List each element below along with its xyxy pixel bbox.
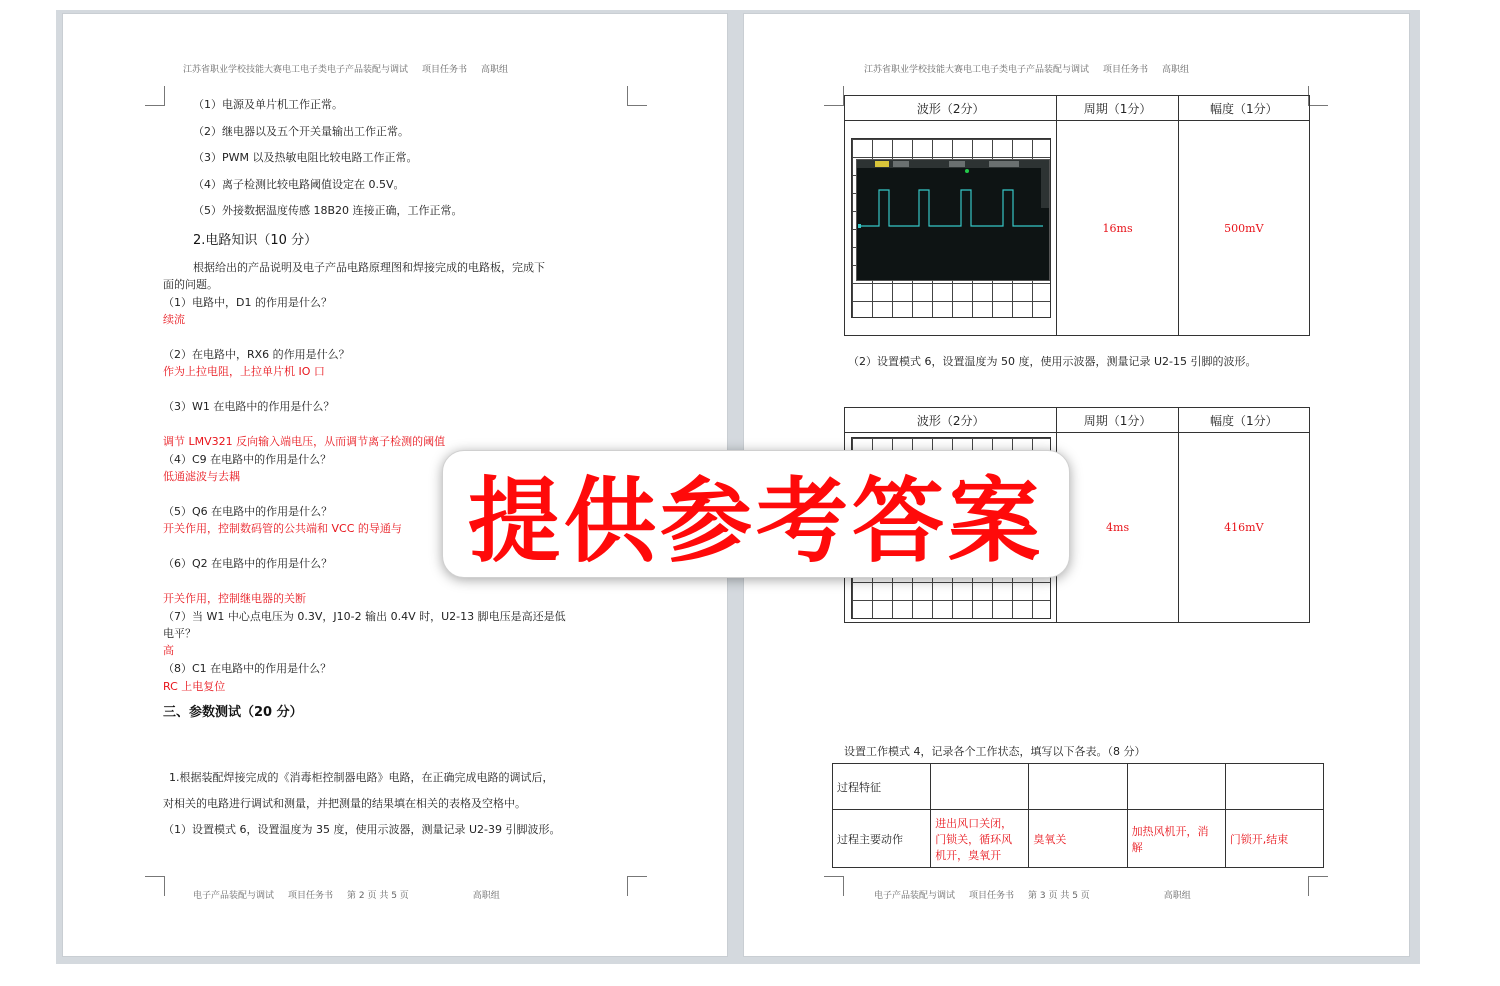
action-line: 解 <box>1131 840 1143 854</box>
row-label: 过程主要动作 <box>833 810 931 868</box>
list-item: （2）继电器以及五个开关量输出工作正常。 <box>193 125 409 138</box>
corner-mark <box>824 86 844 106</box>
oscilloscope-screenshot <box>856 159 1050 281</box>
action-line: 加热风机开，消 <box>1131 824 1209 838</box>
task-item: （2）设置模式 6，设置温度为 50 度，使用示波器，测量记录 U2-15 引脚的波形。 <box>848 355 1257 368</box>
page-footer <box>193 888 514 901</box>
corner-mark <box>824 876 844 896</box>
footer-doc: 项目任务书 <box>288 891 334 901</box>
answer: 开关作用，控制继电器的关断 <box>163 592 306 605</box>
header-doc: 项目任务书 <box>422 65 468 75</box>
answer: 续流 <box>163 313 185 326</box>
list-item: （1）电源及单片机工作正常。 <box>193 98 343 111</box>
question: （1）电路中，D1 的作用是什么？ <box>163 296 332 309</box>
page-footer <box>874 888 1205 901</box>
action-cell <box>1029 810 1127 868</box>
answer: 高 <box>163 644 174 657</box>
action-line: 进出风口关闭， <box>935 816 1013 830</box>
header-title: 江苏省职业学校技能大赛电工电子类电子产品装配与调试 <box>183 65 409 75</box>
paragraph-line: 对相关的电路进行调试和测量，并把测量的结果填在相关的表格及空格中。 <box>163 797 526 810</box>
footer-doc: 项目任务书 <box>969 891 1015 901</box>
waveform-cell <box>845 121 1057 336</box>
question-continued: 电平？ <box>163 627 196 640</box>
col-header-amplitude: 幅度（1分） <box>1178 96 1309 121</box>
status-cell <box>1029 764 1127 810</box>
question: （2）在电路中，RX6 的作用是什么？ <box>163 348 350 361</box>
answer: 低通滤波与去耦 <box>163 470 240 483</box>
action-line: 臭氧关 <box>1033 832 1067 846</box>
corner-mark <box>1308 876 1328 896</box>
intro-text: 根据给出的产品说明及电子产品电路原理图和焊接完成的电路板，完成下 <box>193 261 545 274</box>
work-status-table <box>832 763 1324 868</box>
period-value: 4ms <box>1057 433 1178 623</box>
list-item: （5）外接数据温度传感 18B20 连接正确，工作正常。 <box>193 204 463 217</box>
question: （5）Q6 在电路中的作用是什么？ <box>163 505 333 518</box>
corner-mark <box>1308 86 1328 106</box>
answer: 开关作用，控制数码管的公共端和 VCC 的导通与 <box>163 522 402 535</box>
action-cell <box>1225 810 1323 868</box>
corner-mark <box>145 876 165 896</box>
period-value: 16ms <box>1057 121 1178 336</box>
status-cell <box>931 764 1029 810</box>
col-header-period: 周期（1分） <box>1057 96 1178 121</box>
corner-mark <box>627 86 647 106</box>
action-line: 门锁开,结束 <box>1229 832 1289 846</box>
reference-answer-banner <box>442 450 1070 578</box>
question: （7）当 W1 中心点电压为 0.3V，J10-2 输出 0.4V 时，U2-13 脚电压是高还是低 <box>163 610 566 623</box>
waveform-table-1 <box>844 95 1310 336</box>
corner-mark <box>627 876 647 896</box>
col-header-waveform: 波形（2分） <box>845 96 1057 121</box>
row-label: 过程特征 <box>833 764 931 810</box>
amplitude-value: 500mV <box>1178 121 1309 336</box>
footer-title: 电子产品装配与调试 <box>874 891 956 901</box>
paragraph-line: （1）设置模式 6，设置温度为 35 度，使用示波器，测量记录 U2-39 引脚波形。 <box>163 823 561 836</box>
section-heading: 2.电路知识（10 分） <box>193 233 318 248</box>
task-item: 设置工作模式 4，记录各个工作状态，填写以下各表。（8 分） <box>844 745 1146 758</box>
footer-page-number: 第 3 页 共 5 页 <box>1028 891 1090 901</box>
question: （3）W1 在电路中的作用是什么？ <box>163 400 335 413</box>
action-cell <box>931 810 1029 868</box>
list-item: （4）离子检测比较电路阈值设定在 0.5V。 <box>193 178 405 191</box>
col-header-waveform: 波形（2分） <box>845 408 1057 433</box>
status-cell <box>1225 764 1323 810</box>
action-line: 机开，臭氧开 <box>935 848 1002 862</box>
square-wave-trace <box>857 160 1051 282</box>
header-group: 高职组 <box>481 65 509 75</box>
footer-title: 电子产品装配与调试 <box>193 891 275 901</box>
amplitude-value: 416mV <box>1178 433 1309 623</box>
question: （8）C1 在电路中的作用是什么？ <box>163 662 332 675</box>
header-title: 江苏省职业学校技能大赛电工电子类电子产品装配与调试 <box>864 65 1090 75</box>
answer: RC 上电复位 <box>163 680 226 693</box>
question: （6）Q2 在电路中的作用是什么？ <box>163 557 333 570</box>
answer: 作为上拉电阻，上拉单片机 IO 口 <box>163 365 325 378</box>
intro-text: 面的问题。 <box>163 278 218 291</box>
status-cell <box>1127 764 1225 810</box>
col-header-amplitude: 幅度（1分） <box>1178 408 1309 433</box>
page-header <box>183 62 522 75</box>
header-group: 高职组 <box>1162 65 1190 75</box>
action-cell <box>1127 810 1225 868</box>
banner-text: 提供参考答案 <box>467 468 1044 575</box>
oscilloscope-grid <box>851 138 1051 318</box>
header-doc: 项目任务书 <box>1103 65 1149 75</box>
col-header-period: 周期（1分） <box>1057 408 1178 433</box>
page-header <box>864 62 1203 75</box>
footer-group: 高职组 <box>472 891 500 901</box>
action-line: 门锁关，循环风 <box>935 832 1013 846</box>
answer: 调节 LMV321 反向输入端电压，从而调节离子检测的阈值 <box>163 435 446 448</box>
corner-mark <box>145 86 165 106</box>
list-item: （3）PWM 以及热敏电阻比较电路工作正常。 <box>193 151 418 164</box>
paragraph-line: 1.根据装配焊接完成的《消毒柜控制器电路》电路，在正确完成电路的调试后， <box>169 771 554 784</box>
footer-group: 高职组 <box>1163 891 1191 901</box>
question: （4）C9 在电路中的作用是什么？ <box>163 453 332 466</box>
section-heading: 三、参数测试（20 分） <box>163 705 303 720</box>
footer-page-number: 第 2 页 共 5 页 <box>347 891 409 901</box>
